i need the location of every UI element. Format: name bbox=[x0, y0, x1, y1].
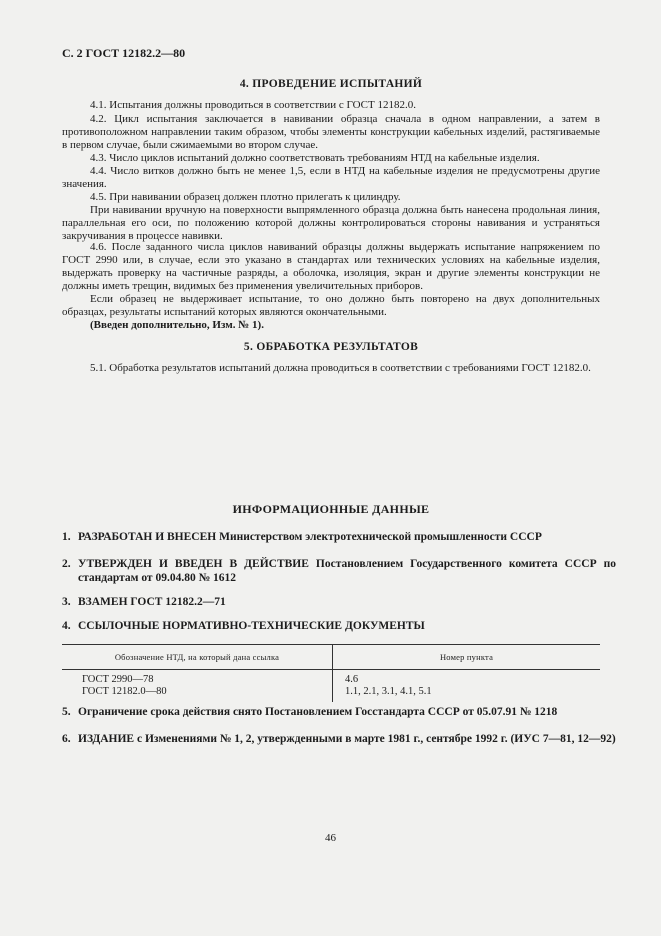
paragraph-4-1: 4.1. Испытания должны проводиться в соответствии с ГОСТ 12182.0. bbox=[90, 99, 416, 111]
info-title: ИНФОРМАЦИОННЫЕ ДАННЫЕ bbox=[232, 502, 430, 516]
references-table bbox=[62, 644, 600, 702]
running-header: С. 2 ГОСТ 12182.2—80 bbox=[62, 46, 186, 60]
section-4-title: 4. ПРОВЕДЕНИЕ ИСПЫТАНИЙ bbox=[239, 78, 423, 90]
paragraph-4-5: 4.5. При навивании образец должен плотно прилегать к цилиндру. bbox=[90, 191, 401, 203]
info-item-5: 5. Ограничение срока действия снято Постановлением Госстандарта СССР от 05.07.91 № 1218 bbox=[62, 706, 558, 718]
section-5-title: 5. ОБРАБОТКА РЕЗУЛЬТАТОВ bbox=[243, 341, 419, 353]
paragraph-4-3: 4.3. Число циклов испытаний должно соответствовать требованиям НТД на кабельные изделия. bbox=[90, 152, 540, 164]
paragraph-4-6: 4.6. После заданного числа циклов навиваний образцы должны выдержать испытание напряжением по ГОСТ 2990 или, в случае, если это указано в стандартах или технических условиях на кабельные изделия, выдержать проверку на частичные разряды, а оболочка, изоляция, экран и другие элементы конструкции не должны иметь трещин, видимых без применения увеличительных приборов. bbox=[62, 241, 600, 292]
table-row bbox=[62, 670, 600, 703]
amendment-note: (Введен дополнительно, Изм. № 1). bbox=[90, 319, 264, 331]
table-cell-doc: ГОСТ 2990—78 ГОСТ 12182.0—80 bbox=[62, 670, 333, 703]
paragraph-5-1: 5.1. Обработка результатов испытаний должна проводиться в соответствии с требованиями ГОСТ 12182.0. bbox=[90, 362, 591, 374]
info-item-3: 3. ВЗАМЕН ГОСТ 12182.2—71 bbox=[62, 596, 226, 608]
info-item-1: 1. РАЗРАБОТАН И ВНЕСЕН Министерством электротехнической промышленности СССР bbox=[62, 531, 542, 543]
paragraph-4-2: 4.2. Цикл испытания заключается в навивании образца сначала в одном направлении, а затем в противоположном направлении таким образом, чтобы элементы конструкции кабельных изделий, растягиваемые в первом случае, были сжимаемыми во втором случае. bbox=[62, 113, 600, 151]
info-item-6: 6. ИЗДАНИЕ с Изменениями № 1, 2, утвержденными в марте 1981 г., сентябре 1992 г. (ИУС 7—81, 12—92) bbox=[62, 733, 616, 745]
table-header-clause: Номер пункта bbox=[333, 645, 601, 670]
page-number: 46 bbox=[325, 832, 336, 844]
info-item-2: 2. УТВЕРЖДЕН И ВВЕДЕН В ДЕЙСТВИЕ Постановлением Государственного комитета СССР по стандартам от 09.04.80 № 1612 bbox=[62, 558, 616, 584]
table-header-row bbox=[62, 645, 600, 670]
info-item-4: 4. ССЫЛОЧНЫЕ НОРМАТИВНО-ТЕХНИЧЕСКИЕ ДОКУМЕНТЫ bbox=[62, 620, 425, 632]
table-header-doc: Обозначение НТД, на который дана ссылка bbox=[62, 645, 333, 670]
table-cell-clause: 4.6 1.1, 2.1, 3.1, 4.1, 5.1 bbox=[345, 674, 432, 697]
paragraph-4-6-repeat: Если образец не выдерживает испытание, то оно должно быть повторено на двух дополнительных образцах, результаты испытаний которых являются окончательными. bbox=[62, 293, 600, 318]
paragraph-4-5-manual: При навивании вручную на поверхности выпрямленного образца должна быть нанесена продольная линия, параллельная его оси, по положению которой должны контролироваться стороны навивания и устраняться закручивания в процессе навивки. bbox=[62, 204, 600, 242]
paragraph-4-4: 4.4. Число витков должно быть не менее 1,5, если в НТД на кабельные изделия не предусмотрены другие значения. bbox=[62, 165, 600, 190]
